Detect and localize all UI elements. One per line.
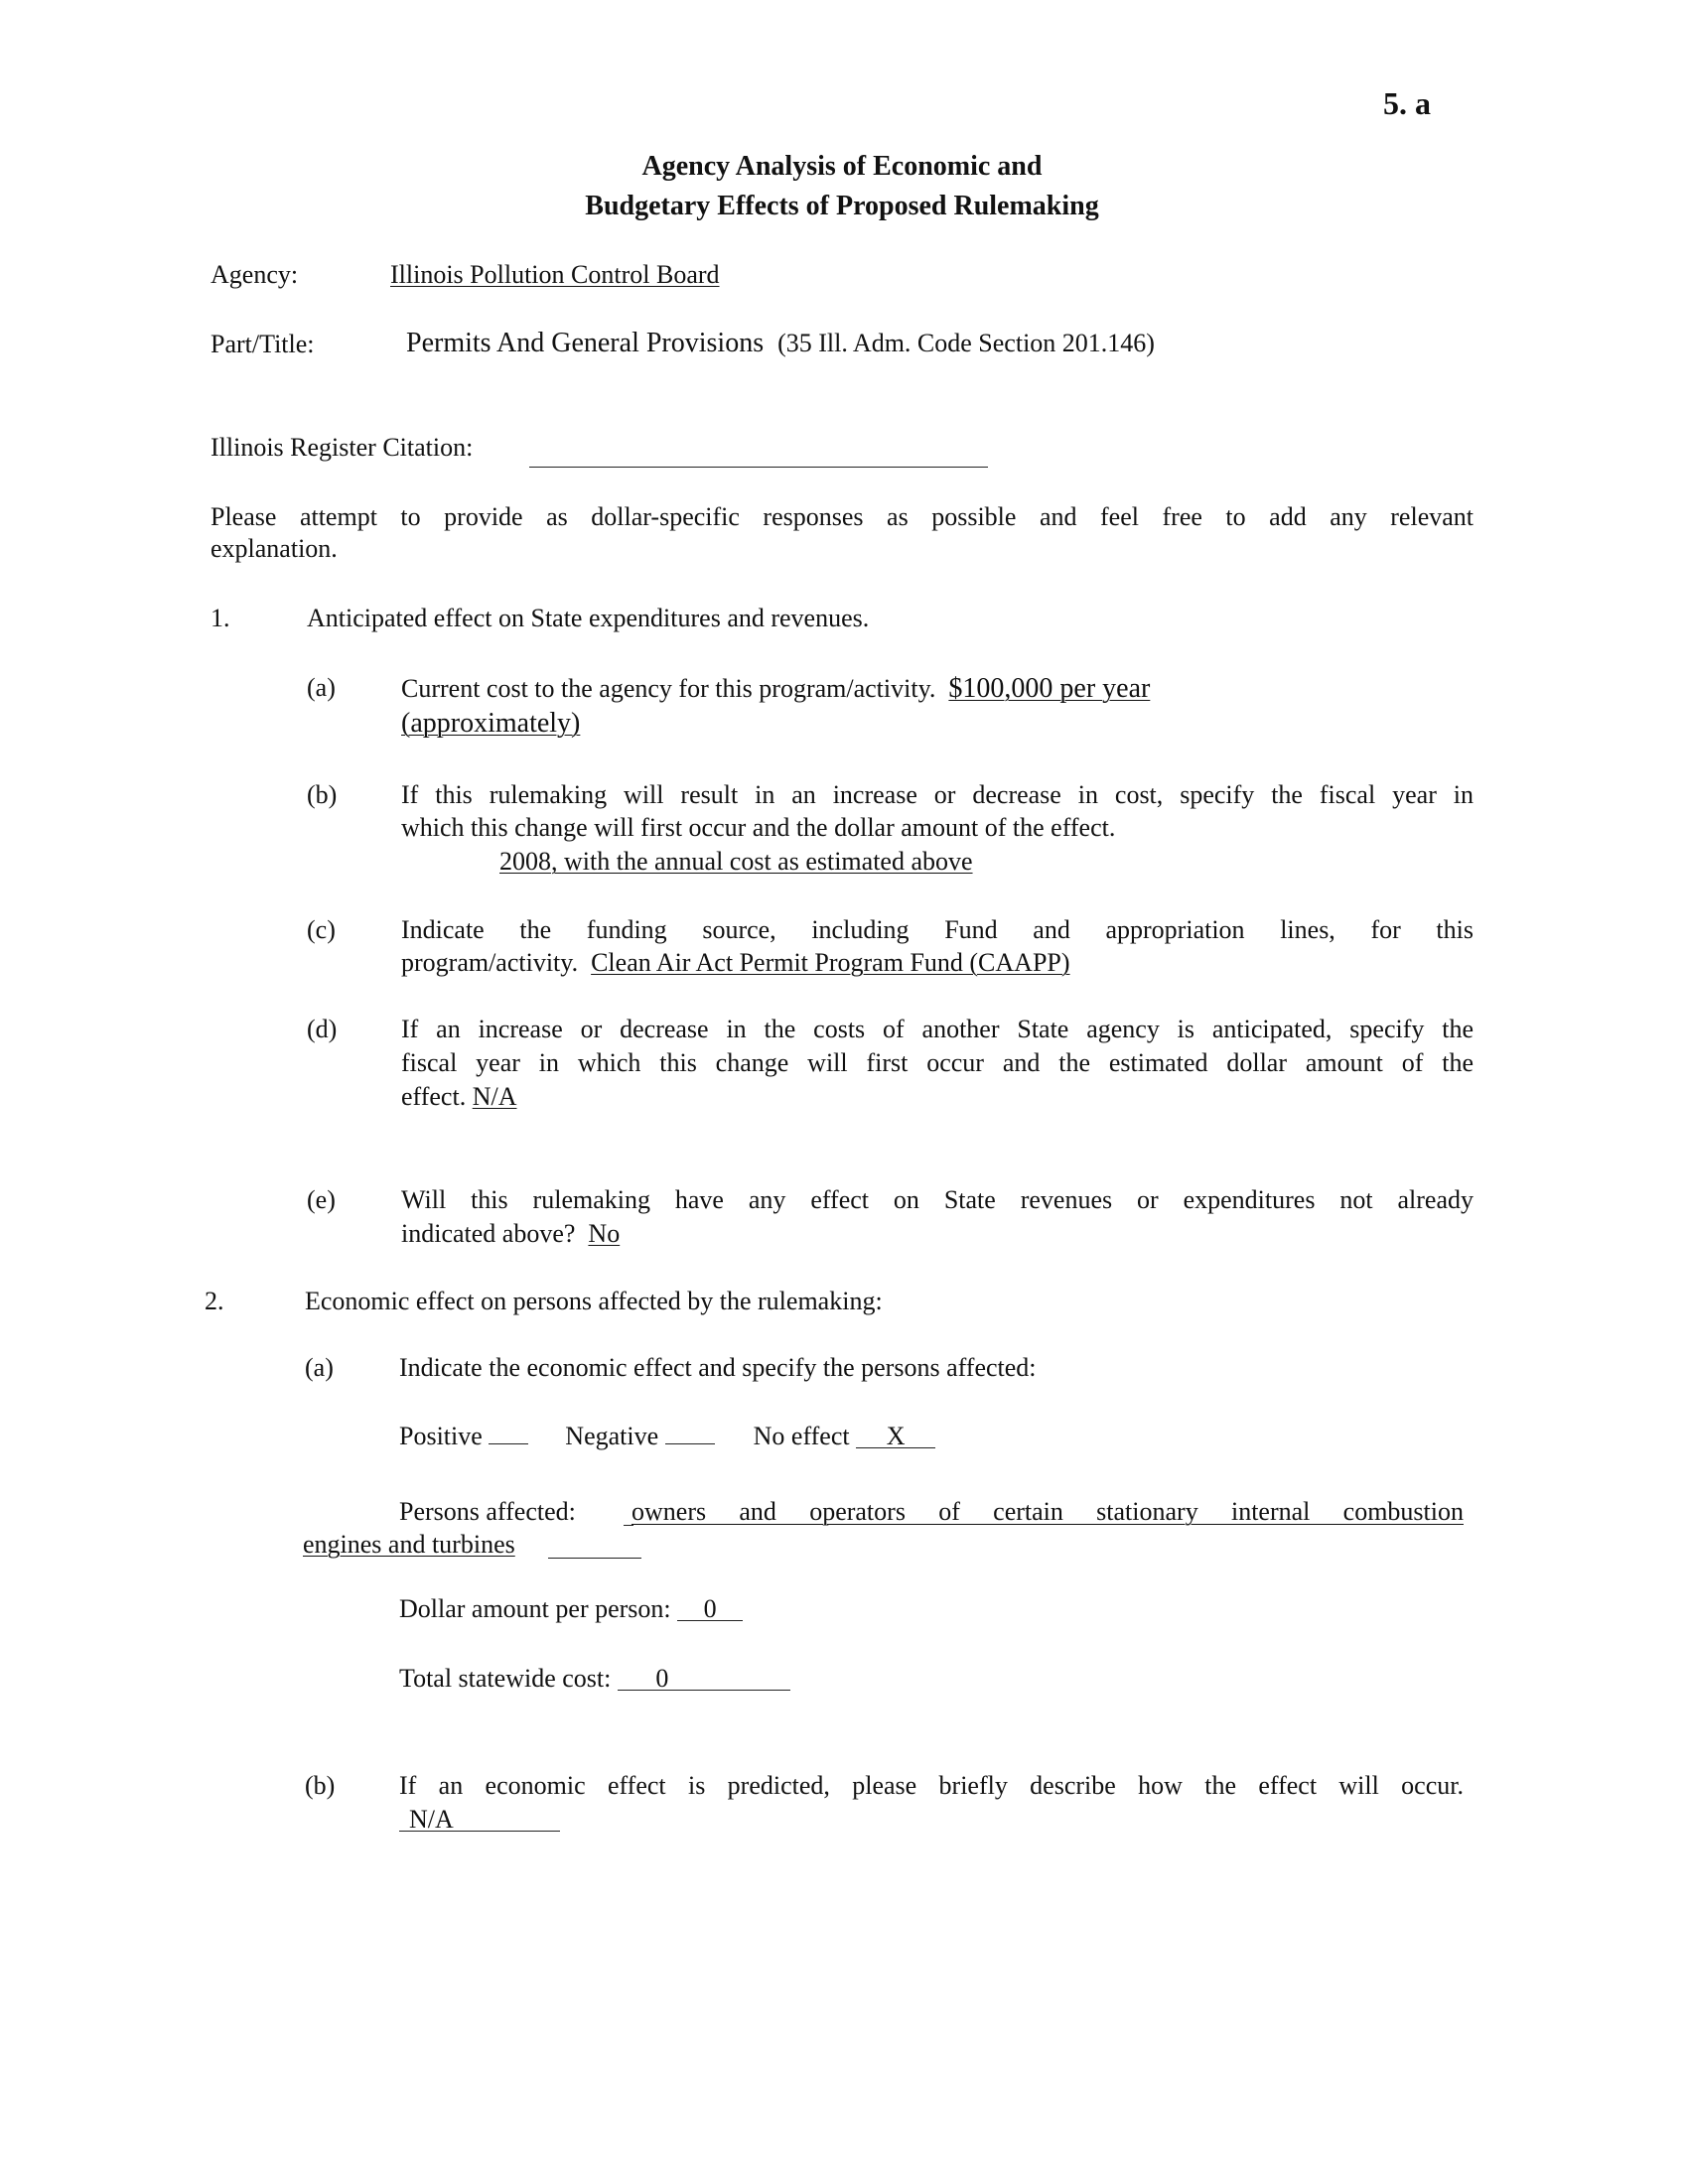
no-effect-label: No effect: [753, 1422, 850, 1450]
dollar-amount-label: Dollar amount per person:: [399, 1594, 671, 1623]
item-1e-line-2: indicated above? No: [401, 1219, 621, 1248]
total-cost-field: 0: [618, 1668, 790, 1691]
register-citation-label: Illinois Register Citation:: [210, 433, 474, 462]
item-1e-answer: No: [588, 1219, 621, 1248]
part-title-label: Part/Title:: [210, 330, 315, 358]
item-2a-text: Indicate the economic effect and specify the persons affected:: [399, 1353, 1037, 1382]
total-cost-row: [399, 1664, 790, 1694]
part-title-value: [406, 328, 1155, 359]
positive-label: Positive: [399, 1422, 483, 1450]
item-1c-line-2: program/activity. Clean Air Act Permit Program Fund (CAAPP): [401, 948, 1070, 977]
no-effect-field: X: [856, 1426, 935, 1448]
section-1-heading: Anticipated effect on State expenditures and revenues.: [307, 604, 870, 632]
agency-label: Agency:: [210, 260, 299, 289]
item-2b-answer-row: [399, 1805, 560, 1835]
effect-options-row: [399, 1422, 935, 1451]
total-cost-label: Total statewide cost:: [399, 1664, 612, 1693]
item-2b-label: (b): [305, 1771, 336, 1800]
negative-field: [665, 1422, 715, 1444]
item-2b-text: If an economic effect is predicted, please briefly describe how the effect will occur.: [399, 1771, 1464, 1800]
register-citation-field: [529, 437, 988, 468]
agency-value: Illinois Pollution Control Board: [390, 260, 720, 289]
item-1e-line-1: Will this rulemaking have any effect on State revenues or expenditures not already: [401, 1185, 1474, 1214]
title-line-1: Agency Analysis of Economic and: [641, 151, 1043, 182]
item-1a-answer-line-2: (approximately): [401, 708, 581, 739]
item-2a-label: (a): [305, 1353, 334, 1382]
dollar-amount-row: [399, 1594, 743, 1624]
item-1b-line-1: If this rulemaking will result in an increase or decrease in cost, specify the fiscal year in: [401, 780, 1474, 809]
item-1a-answer: $100,000 per year: [948, 673, 1151, 704]
item-1c-label: (c): [307, 915, 336, 944]
item-1a-text: Current cost to the agency for this program/activity. $100,000 per year: [401, 673, 1151, 704]
positive-field: [489, 1422, 528, 1444]
item-1b-label: (b): [307, 780, 338, 809]
item-1c-answer: Clean Air Act Permit Program Fund (CAAPP): [591, 948, 1070, 977]
persons-affected-line-1: owners and operators of certain stationary internal combustion: [632, 1497, 1464, 1526]
persons-affected-label: Persons affected:: [399, 1497, 576, 1526]
item-1d-line-3: effect. N/A: [401, 1082, 517, 1111]
page-number: 5. a: [1383, 85, 1431, 121]
item-1d-label: (d): [307, 1015, 338, 1043]
item-2b-answer: N/A: [399, 1809, 560, 1832]
dollar-amount-field: 0: [677, 1598, 743, 1621]
item-1e-label: (e): [307, 1185, 336, 1214]
item-1d-line-1: If an increase or decrease in the costs of another State agency is anticipated, specify the: [401, 1015, 1474, 1043]
instructions-line-2: explanation.: [210, 534, 338, 563]
section-2-number: 2.: [205, 1287, 224, 1315]
section-1-number: 1.: [210, 604, 230, 632]
item-1b-line-2: which this change will first occur and the dollar amount of the effect.: [401, 813, 1116, 842]
item-1d-answer: N/A: [472, 1082, 517, 1111]
part-title-name: Permits And General Provisions: [406, 328, 765, 358]
negative-label: Negative: [565, 1422, 659, 1450]
title-line-2: Budgetary Effects of Proposed Rulemaking: [585, 191, 1099, 221]
item-1c-line-1: Indicate the funding source, including Fund and appropriation lines, for this: [401, 915, 1474, 944]
part-title-citation: (35 Ill. Adm. Code Section 201.146): [777, 329, 1155, 357]
item-1d-line-2: fiscal year in which this change will first occur and the estimated dollar amount of the: [401, 1048, 1474, 1077]
item-1a-label: (a): [307, 673, 336, 702]
item-1b-answer: 2008, with the annual cost as estimated above: [499, 847, 973, 876]
section-2-heading: Economic effect on persons affected by the rulemaking:: [305, 1287, 883, 1315]
instructions-line-1: Please attempt to provide as dollar-specific responses as possible and feel free to add any relevant: [210, 502, 1474, 531]
persons-affected-line-2: engines and turbines: [303, 1530, 515, 1559]
